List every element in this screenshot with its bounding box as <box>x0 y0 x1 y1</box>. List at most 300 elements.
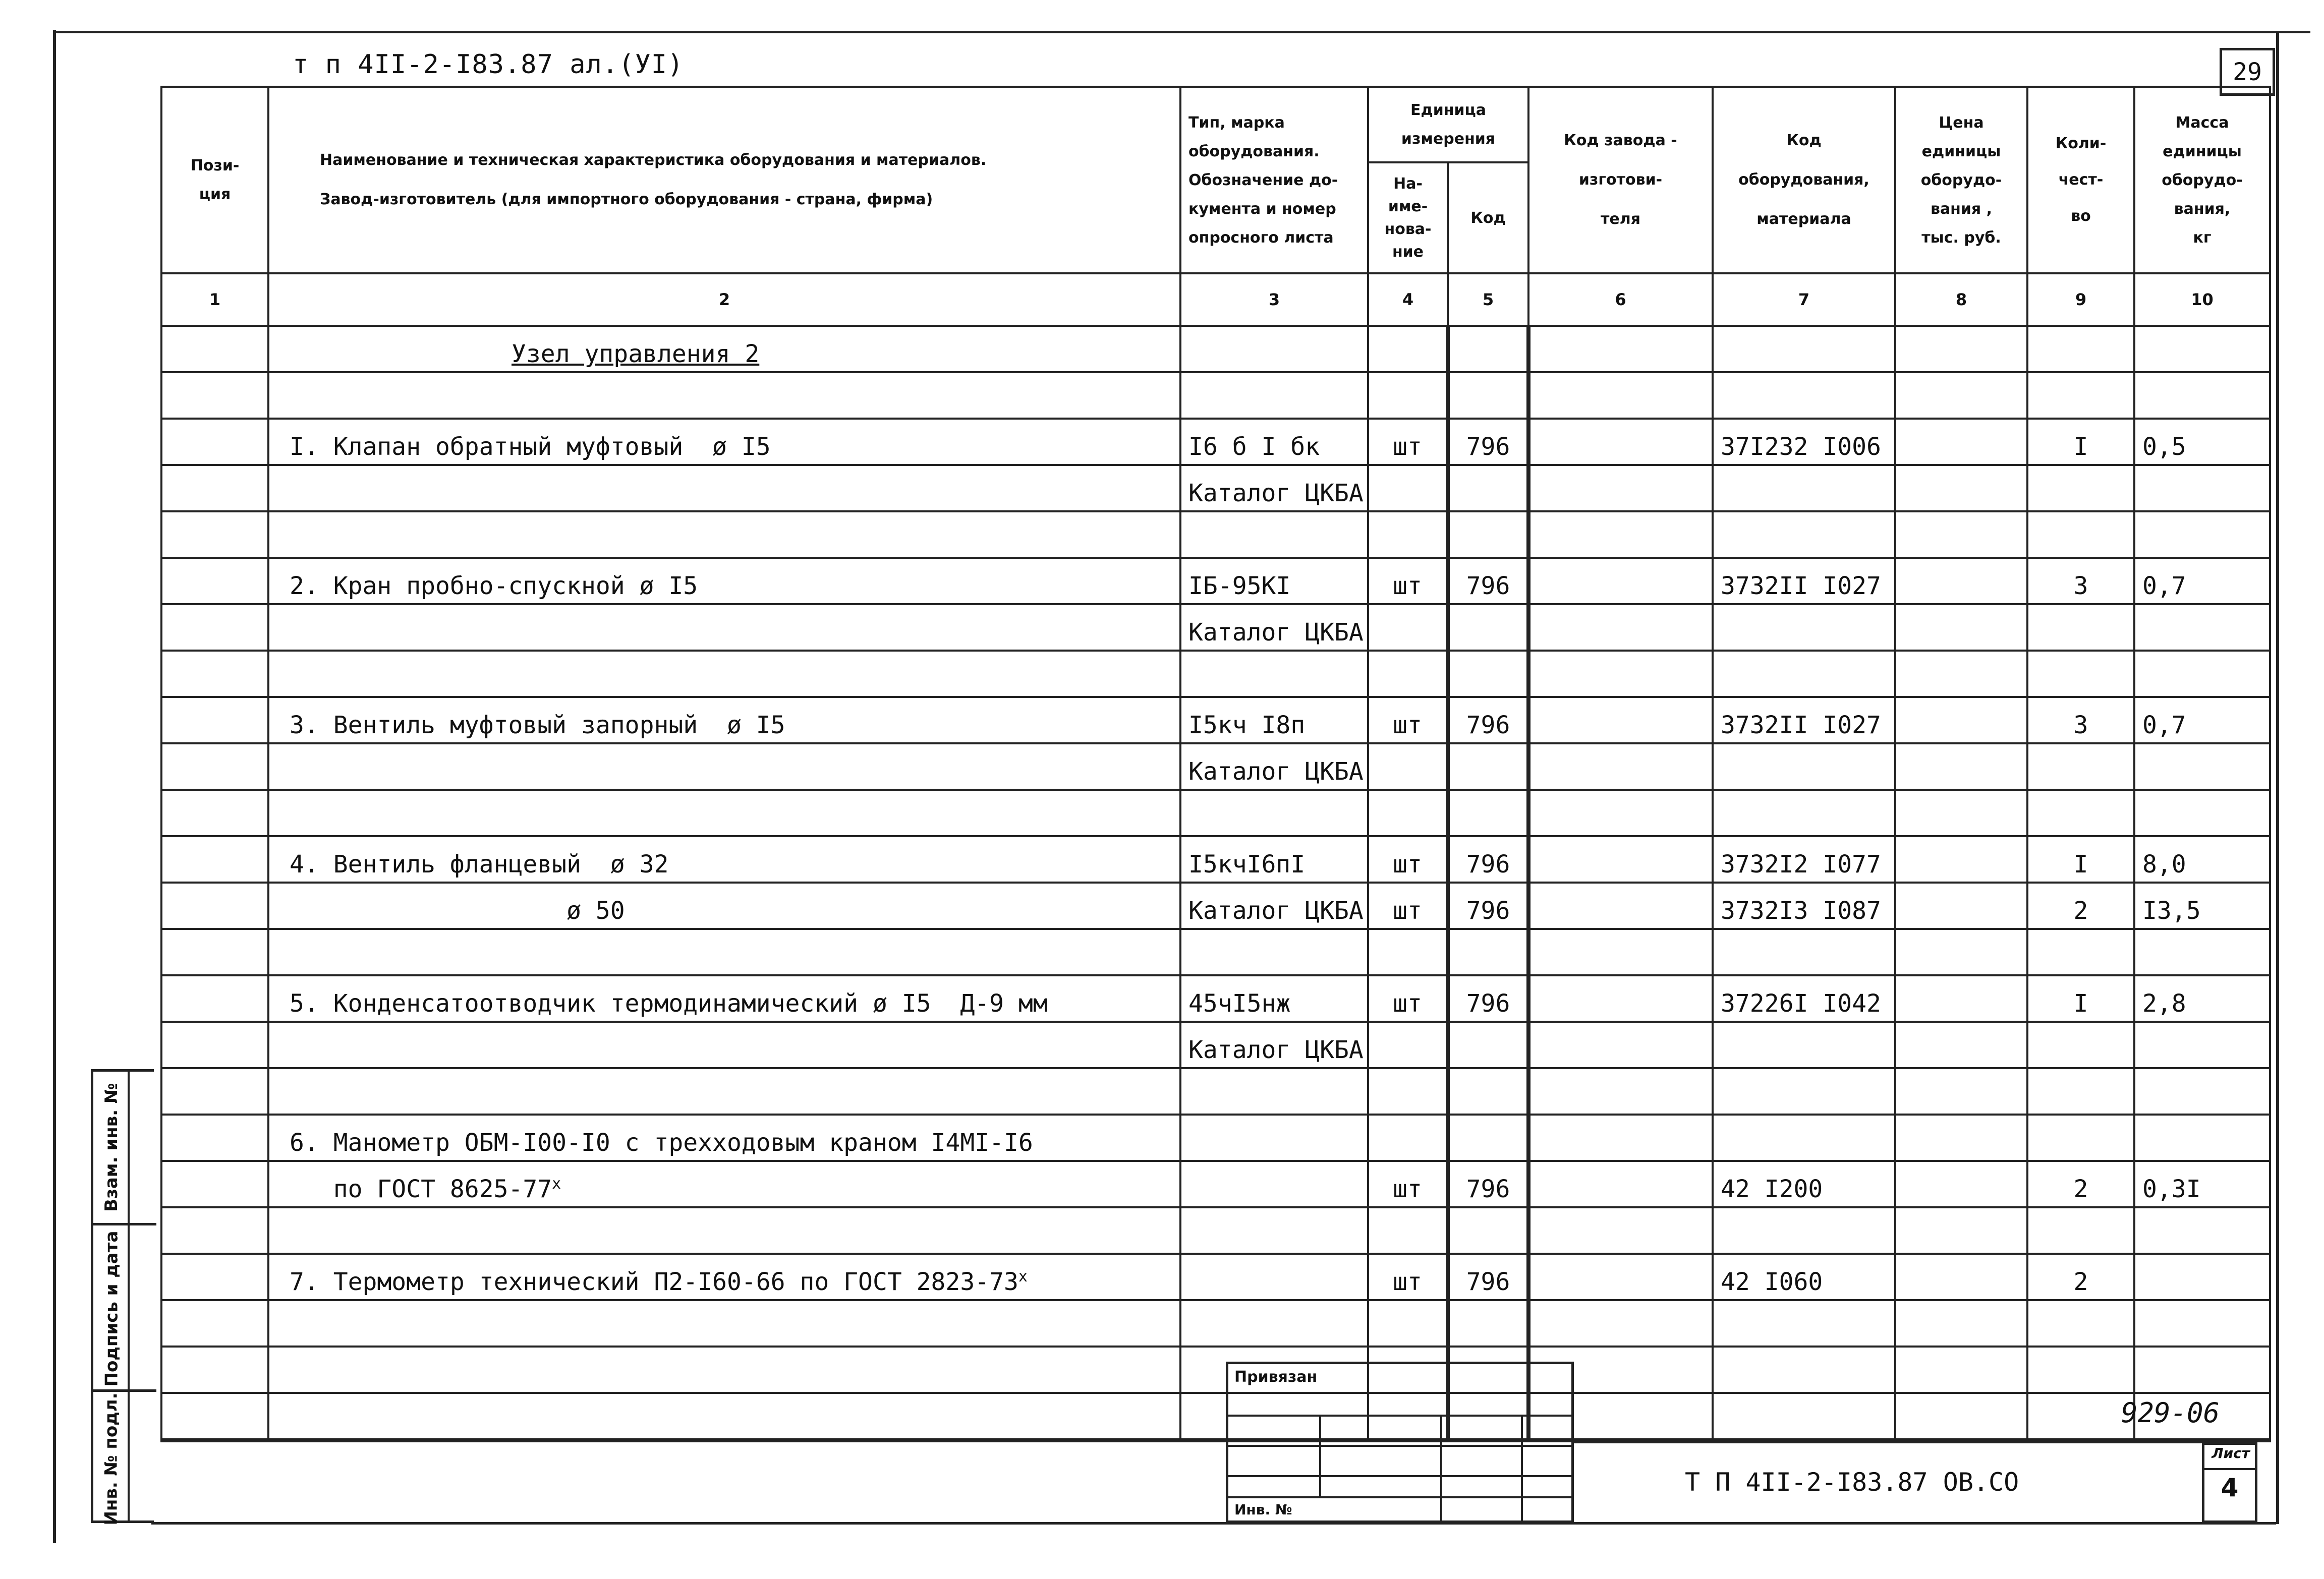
table-row <box>161 1254 2270 1300</box>
maker-code-cell <box>1528 1161 1713 1207</box>
type-text: Каталог ЦКБА <box>1188 1036 1364 1064</box>
mass-cell <box>2134 1115 2270 1161</box>
table-row <box>161 651 2270 697</box>
unit-name-text: шт <box>1393 989 1422 1018</box>
maker-code-cell <box>1528 697 1713 743</box>
type-text: Каталог ЦКБА <box>1188 757 1364 786</box>
mass-cell <box>2134 1068 2270 1115</box>
table-row <box>161 743 2270 790</box>
name-cell <box>268 975 1180 1022</box>
position-cell <box>161 1254 268 1300</box>
type-text: Каталог ЦКБА <box>1188 618 1364 647</box>
quantity-text: I <box>2073 433 2088 461</box>
gost-superscript: х <box>552 1175 561 1193</box>
unit-name-cell <box>1368 883 1448 929</box>
equipment-code-cell <box>1713 651 1895 697</box>
type-text: Каталог ЦКБА <box>1188 479 1364 507</box>
name-cell <box>268 1115 1180 1161</box>
name-cell <box>268 929 1180 975</box>
quantity-cell <box>2027 1347 2134 1393</box>
unit-code-text: 796 <box>1466 711 1510 739</box>
unit-code-cell <box>1448 511 1528 558</box>
table-row <box>161 465 2270 511</box>
quantity-text: 3 <box>2073 572 2088 600</box>
side-stamp-label-replacement: Взам. инв. № <box>101 1083 122 1212</box>
name-cell <box>268 419 1180 465</box>
position-cell <box>161 372 268 419</box>
mass-cell <box>2134 372 2270 419</box>
unit-name-text: шт <box>1393 850 1422 879</box>
position-cell <box>161 1115 268 1161</box>
unit-name-text: шт <box>1393 897 1422 925</box>
quantity-cell <box>2027 372 2134 419</box>
unit-name-text: шт <box>1393 711 1422 739</box>
unit-code-cell <box>1448 743 1528 790</box>
price-cell <box>1895 697 2027 743</box>
document-header-reference: т п 4II-2-I83.87 ал.(УI) <box>293 49 684 80</box>
name-text: I. Клапан обратный муфтовый ø I5 <box>290 433 771 461</box>
mass-cell <box>2134 511 2270 558</box>
table-row <box>161 1068 2270 1115</box>
header-maker-code: Код завода - изготови- теля <box>1528 87 1713 273</box>
quantity-cell <box>2027 697 2134 743</box>
unit-name-text: шт <box>1393 572 1422 600</box>
unit-name-cell <box>1368 1161 1448 1207</box>
unit-name-cell <box>1368 651 1448 697</box>
header-unit-code: Код <box>1448 162 1528 273</box>
price-cell <box>1895 1393 2027 1440</box>
sheet-box <box>2202 1442 2257 1523</box>
mass-cell <box>2134 1161 2270 1207</box>
sheet-label: Лист <box>2204 1445 2255 1470</box>
bound-label: Привязан <box>1234 1368 1318 1386</box>
name-text: 5. Конденсатоотводчик термодинамический ø I5 Д-9 мм <box>290 989 1048 1018</box>
table-row <box>161 1022 2270 1068</box>
table-row <box>161 1161 2270 1207</box>
unit-code-cell <box>1448 1022 1528 1068</box>
quantity-cell <box>2027 419 2134 465</box>
table-row <box>161 790 2270 836</box>
price-cell <box>1895 975 2027 1022</box>
equipment-code-text: 42 I060 <box>1721 1268 1823 1296</box>
type-cell <box>1180 1068 1368 1115</box>
equipment-code-cell <box>1713 1254 1895 1300</box>
type-cell <box>1180 1300 1368 1347</box>
equipment-code-cell <box>1713 1300 1895 1347</box>
unit-code-cell <box>1448 651 1528 697</box>
side-stamp-cell-inventory <box>93 1389 156 1526</box>
unit-name-cell <box>1368 975 1448 1022</box>
unit-name-cell <box>1368 743 1448 790</box>
price-cell <box>1895 419 2027 465</box>
type-cell <box>1180 697 1368 743</box>
price-cell <box>1895 929 2027 975</box>
equipment-code-cell <box>1713 465 1895 511</box>
unit-code-cell <box>1448 929 1528 975</box>
position-cell <box>161 1393 268 1440</box>
section-row <box>161 326 2270 372</box>
specification-table <box>160 86 2271 1442</box>
mass-text: 2,8 <box>2142 989 2186 1018</box>
type-cell <box>1180 1115 1368 1161</box>
price-cell <box>1895 1347 2027 1393</box>
type-cell <box>1180 419 1368 465</box>
name-cell <box>268 372 1180 419</box>
mass-cell <box>2134 558 2270 604</box>
name-cell <box>268 651 1180 697</box>
unit-code-cell <box>1448 372 1528 419</box>
equipment-code-cell <box>1713 975 1895 1022</box>
column-number: 7 <box>1713 273 1895 326</box>
table-row <box>161 419 2270 465</box>
header-quantity: Коли- чест- во <box>2027 87 2134 273</box>
type-cell <box>1180 1161 1368 1207</box>
name-cell <box>268 697 1180 743</box>
unit-name-cell <box>1368 1115 1448 1161</box>
equipment-code-text: 3732I2 I077 <box>1721 850 1881 879</box>
type-cell <box>1180 511 1368 558</box>
unit-name-cell <box>1368 604 1448 651</box>
position-cell <box>161 883 268 929</box>
type-cell <box>1180 372 1368 419</box>
position-cell <box>161 836 268 883</box>
name-cell <box>268 1161 1180 1207</box>
unit-name-cell <box>1368 1022 1448 1068</box>
position-cell <box>161 1022 268 1068</box>
side-stamp-cell-signature <box>93 1223 156 1389</box>
position-cell <box>161 465 268 511</box>
quantity-text: 2 <box>2073 897 2088 925</box>
mass-text: 0,3I <box>2142 1175 2201 1203</box>
name-text: 3. Вентиль муфтовый запорный ø I5 <box>290 711 785 739</box>
approval-block-line <box>1228 1445 1571 1447</box>
equipment-code-cell <box>1713 743 1895 790</box>
mass-cell <box>2134 419 2270 465</box>
approval-block <box>1226 1362 1574 1523</box>
unit-code-cell <box>1448 1115 1528 1161</box>
table-row <box>161 1115 2270 1161</box>
column-number: 5 <box>1448 273 1528 326</box>
unit-name-cell <box>1368 790 1448 836</box>
price-cell <box>1895 1207 2027 1254</box>
unit-code-text: 796 <box>1466 897 1510 925</box>
quantity-cell <box>2027 511 2134 558</box>
unit-name-cell <box>1368 929 1448 975</box>
unit-code-cell <box>1448 1068 1528 1115</box>
equipment-code-cell <box>1713 790 1895 836</box>
quantity-cell <box>2027 790 2134 836</box>
side-stamp-cell-replacement <box>93 1072 156 1223</box>
header-name-line2: Завод-изготовитель (для импортного оборудования - страна, фирма) <box>320 191 933 208</box>
equipment-code-cell <box>1713 929 1895 975</box>
unit-name-cell <box>1368 511 1448 558</box>
position-cell <box>161 651 268 697</box>
name-cell <box>268 1207 1180 1254</box>
unit-code-cell <box>1448 790 1528 836</box>
mass-text: 8,0 <box>2142 850 2186 879</box>
maker-code-cell <box>1528 836 1713 883</box>
position-cell <box>161 511 268 558</box>
name-text: 6. Манометр ОБМ-I00-I0 с трехходовым краном I4МI-I6 <box>290 1129 1033 1157</box>
name-cell <box>268 1254 1180 1300</box>
unit-code-cell <box>1448 419 1528 465</box>
frame-right-line <box>2276 31 2279 1524</box>
approval-block-line <box>1440 1415 1442 1523</box>
unit-code-text: 796 <box>1466 1268 1510 1296</box>
unit-name-cell <box>1368 1300 1448 1347</box>
type-text: Каталог ЦКБА <box>1188 897 1364 925</box>
quantity-cell <box>2027 651 2134 697</box>
unit-code-text: 796 <box>1466 989 1510 1018</box>
quantity-cell <box>2027 465 2134 511</box>
price-cell <box>1895 1300 2027 1347</box>
quantity-cell <box>2027 883 2134 929</box>
name-cell <box>268 1022 1180 1068</box>
maker-code-cell <box>1528 790 1713 836</box>
type-cell <box>1180 465 1368 511</box>
price-cell <box>1895 883 2027 929</box>
name-text: 4. Вентиль фланцевый ø 32 <box>290 850 669 879</box>
unit-name-cell <box>1368 1254 1448 1300</box>
equipment-code-text: 37I232 I006 <box>1721 433 1881 461</box>
position-cell <box>161 743 268 790</box>
unit-name-cell <box>1368 372 1448 419</box>
equipment-code-text: 3732II I027 <box>1721 572 1881 600</box>
position-cell <box>161 929 268 975</box>
position-cell <box>161 790 268 836</box>
quantity-cell <box>2027 1254 2134 1300</box>
unit-code-cell <box>1448 1207 1528 1254</box>
type-cell <box>1180 604 1368 651</box>
type-cell <box>1180 883 1368 929</box>
name-cell <box>268 1347 1180 1393</box>
name-text: ø 50 <box>290 897 625 925</box>
price-cell <box>1895 604 2027 651</box>
maker-code-cell <box>1528 1300 1713 1347</box>
frame-bottom-line <box>151 1522 2276 1525</box>
mass-cell <box>2134 790 2270 836</box>
equipment-code-cell <box>1713 604 1895 651</box>
unit-code-cell <box>1448 465 1528 511</box>
type-cell <box>1180 975 1368 1022</box>
type-cell <box>1180 836 1368 883</box>
name-text: 7. Термометр технический П2-I60-66 по ГОСТ 2823-73 <box>290 1268 1018 1296</box>
maker-code-cell <box>1528 419 1713 465</box>
equipment-code-cell <box>1713 419 1895 465</box>
type-cell <box>1180 790 1368 836</box>
type-text: IБ-95КI <box>1188 572 1291 600</box>
quantity-cell <box>2027 1300 2134 1347</box>
equipment-code-cell <box>1713 1115 1895 1161</box>
name-text: по ГОСТ 8625-77 <box>290 1175 552 1203</box>
frame-left-line <box>53 30 56 1543</box>
quantity-cell <box>2027 1207 2134 1254</box>
price-cell <box>1895 465 2027 511</box>
quantity-text: 2 <box>2073 1175 2088 1203</box>
quantity-text: 2 <box>2073 1268 2088 1296</box>
column-number: 1 <box>161 273 268 326</box>
equipment-code-cell <box>1713 558 1895 604</box>
table-row <box>161 1347 2270 1393</box>
header-name <box>268 87 1180 273</box>
position-cell <box>161 1347 268 1393</box>
type-cell <box>1180 651 1368 697</box>
equipment-code-cell <box>1713 1347 1895 1393</box>
type-cell <box>1180 929 1368 975</box>
equipment-code-cell <box>1713 1022 1895 1068</box>
quantity-cell <box>2027 836 2134 883</box>
section-title: Узел управления 2 <box>512 340 760 368</box>
maker-code-cell <box>1528 465 1713 511</box>
mass-cell <box>2134 1207 2270 1254</box>
price-cell <box>1895 511 2027 558</box>
unit-name-cell <box>1368 836 1448 883</box>
name-text: 2. Кран пробно-спускной ø I5 <box>290 572 698 600</box>
position-cell <box>161 975 268 1022</box>
equipment-code-cell <box>1713 1393 1895 1440</box>
equipment-code-cell <box>1713 511 1895 558</box>
unit-name-cell <box>1368 419 1448 465</box>
name-cell <box>268 511 1180 558</box>
header-position: Пози- ция <box>161 87 268 273</box>
column-number: 2 <box>268 273 1180 326</box>
table-row <box>161 836 2270 883</box>
unit-code-cell <box>1448 883 1528 929</box>
maker-code-cell <box>1528 511 1713 558</box>
approval-block-line <box>1228 1475 1571 1477</box>
quantity-cell <box>2027 604 2134 651</box>
maker-code-cell <box>1528 1207 1713 1254</box>
quantity-cell <box>2027 1161 2134 1207</box>
position-cell <box>161 1161 268 1207</box>
type-text: I5кч I8п <box>1188 711 1306 739</box>
mass-cell <box>2134 1300 2270 1347</box>
mass-cell <box>2134 929 2270 975</box>
table-row <box>161 511 2270 558</box>
maker-code-cell <box>1528 975 1713 1022</box>
name-cell <box>268 558 1180 604</box>
header-unit-name: На- име- нова- ние <box>1368 162 1448 273</box>
mass-cell <box>2134 1347 2270 1393</box>
table-row <box>161 697 2270 743</box>
position-cell <box>161 419 268 465</box>
mass-cell <box>2134 883 2270 929</box>
unit-code-cell <box>1448 558 1528 604</box>
name-cell <box>268 1068 1180 1115</box>
page-number: 29 <box>2220 48 2275 96</box>
type-cell <box>1180 743 1368 790</box>
column-number: 10 <box>2134 273 2270 326</box>
mass-cell <box>2134 651 2270 697</box>
equipment-code-cell <box>1713 1068 1895 1115</box>
mass-cell <box>2134 743 2270 790</box>
table-row <box>161 604 2270 651</box>
header-name-line1: Наименование и техническая характеристика оборудования и материалов. <box>320 151 987 169</box>
position-cell <box>161 558 268 604</box>
mass-text: I3,5 <box>2142 897 2201 925</box>
mass-cell <box>2134 604 2270 651</box>
mass-cell <box>2134 465 2270 511</box>
table-row <box>161 1207 2270 1254</box>
unit-code-cell <box>1448 1161 1528 1207</box>
unit-code-text: 796 <box>1466 433 1510 461</box>
quantity-cell <box>2027 975 2134 1022</box>
approval-block-line <box>1228 1496 1571 1498</box>
mass-cell <box>2134 1022 2270 1068</box>
price-cell <box>1895 1161 2027 1207</box>
name-cell <box>268 604 1180 651</box>
unit-code-cell <box>1448 604 1528 651</box>
unit-code-cell <box>1448 1300 1528 1347</box>
approval-block-line <box>1228 1415 1571 1417</box>
equipment-code-text: 42 I200 <box>1721 1175 1823 1203</box>
quantity-cell <box>2027 558 2134 604</box>
unit-code-cell <box>1448 836 1528 883</box>
table-row <box>161 1393 2270 1440</box>
type-text: 45чI5нж <box>1188 989 1291 1018</box>
maker-code-cell <box>1528 558 1713 604</box>
unit-code-cell <box>1448 975 1528 1022</box>
unit-name-cell <box>1368 465 1448 511</box>
side-stamp-label-inventory: Инв. № подл. <box>101 1392 122 1526</box>
unit-name-text: шт <box>1393 1268 1422 1296</box>
price-cell <box>1895 743 2027 790</box>
header-price: Цена единицы оборудо- вания , тыс. руб. <box>1895 87 2027 273</box>
type-cell <box>1180 1022 1368 1068</box>
position-cell <box>161 1300 268 1347</box>
position-cell <box>161 697 268 743</box>
table-row <box>161 1300 2270 1347</box>
price-cell <box>1895 1022 2027 1068</box>
quantity-cell <box>2027 1393 2134 1440</box>
mass-text: 0,7 <box>2142 572 2186 600</box>
price-cell <box>1895 1115 2027 1161</box>
inventory-label: Инв. № <box>1234 1501 1292 1518</box>
maker-code-cell <box>1528 1115 1713 1161</box>
sheet-number: 4 <box>2221 1473 2239 1502</box>
table-row <box>161 883 2270 929</box>
mass-cell <box>2134 836 2270 883</box>
mass-cell <box>2134 1254 2270 1300</box>
price-cell <box>1895 1254 2027 1300</box>
position-cell <box>161 1068 268 1115</box>
name-cell <box>268 1393 1180 1440</box>
column-number: 6 <box>1528 273 1713 326</box>
equipment-code-text: 3732II I027 <box>1721 711 1881 739</box>
type-cell <box>1180 1207 1368 1254</box>
equipment-code-cell <box>1713 1161 1895 1207</box>
mass-text: 0,5 <box>2142 433 2186 461</box>
price-cell <box>1895 651 2027 697</box>
table-row <box>161 929 2270 975</box>
unit-name-cell <box>1368 558 1448 604</box>
table-row <box>161 558 2270 604</box>
type-cell <box>1180 558 1368 604</box>
price-cell <box>1895 1068 2027 1115</box>
type-cell <box>1180 1254 1368 1300</box>
name-cell <box>268 883 1180 929</box>
maker-code-cell <box>1528 604 1713 651</box>
header-unit-group: Единица измерения <box>1368 87 1528 162</box>
price-cell <box>1895 836 2027 883</box>
header-type: Тип, марка оборудования. Обозначение до- кумента и номер опросного листа <box>1180 87 1368 273</box>
name-cell <box>268 743 1180 790</box>
maker-code-cell <box>1528 651 1713 697</box>
column-number: 3 <box>1180 273 1368 326</box>
column-number: 8 <box>1895 273 2027 326</box>
type-text: I5кчI6пI <box>1188 850 1306 879</box>
name-cell <box>268 465 1180 511</box>
